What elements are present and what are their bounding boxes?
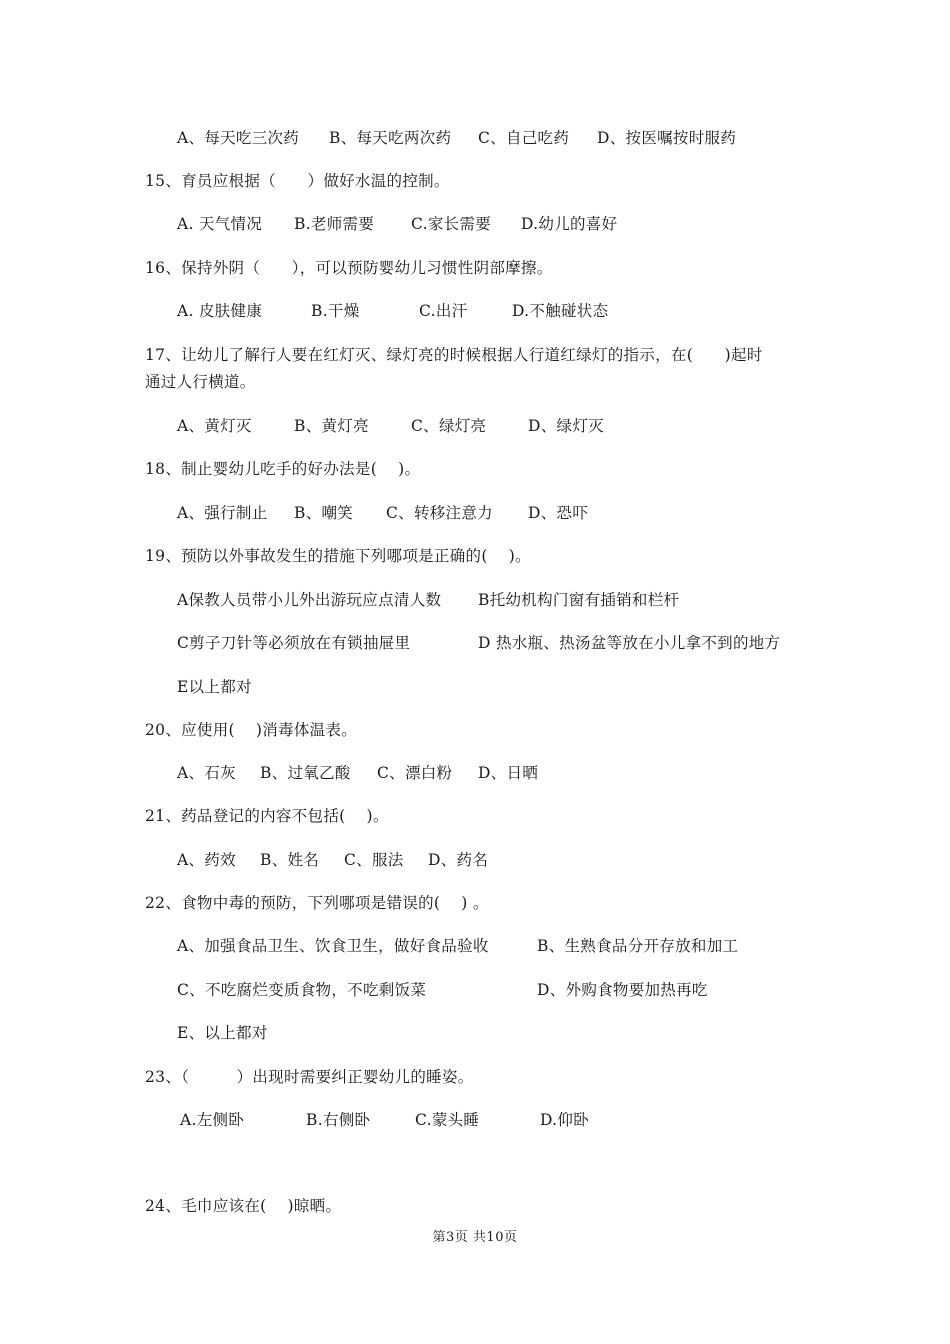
question-text: 15、育员应根据（ ）做好水温的控制。 <box>145 172 450 190</box>
question-text: 21、药品登记的内容不包括( )。 <box>145 807 389 825</box>
answer-option: D、恐吓 <box>528 504 589 522</box>
answer-option: D、药名 <box>428 851 489 869</box>
answer-option: C、自己吃药 <box>478 129 570 147</box>
answer-option: D.不触碰状态 <box>512 302 609 320</box>
question-text: 23、（ ）出现时需要纠正婴幼儿的睡姿。 <box>145 1068 474 1086</box>
answer-option: D.幼儿的喜好 <box>521 215 618 233</box>
answer-option: C.出汗 <box>419 302 468 320</box>
answer-option: A. 皮肤健康 <box>177 302 263 320</box>
answer-option: B、黄灯亮 <box>294 417 369 435</box>
answer-option: B、嘲笑 <box>294 504 354 522</box>
answer-option: A. 天气情况 <box>177 215 263 233</box>
answer-option: B、姓名 <box>260 851 320 869</box>
answer-option: B.老师需要 <box>294 215 375 233</box>
answer-option: B.右侧卧 <box>306 1111 371 1129</box>
answer-option: C、不吃腐烂变质食物，不吃剩饭菜 <box>177 981 427 999</box>
answer-option: B、每天吃两次药 <box>329 129 452 147</box>
answer-option: C、绿灯亮 <box>411 417 487 435</box>
answer-option: A、加强食品卫生、饮食卫生，做好食品验收 <box>177 937 489 955</box>
answer-option: A、石灰 <box>177 764 236 782</box>
question-text: 20、应使用( )消毒体温表。 <box>145 721 358 739</box>
answer-option: C、漂白粉 <box>377 764 453 782</box>
answer-option: D.仰卧 <box>540 1111 590 1129</box>
answer-option: B、过氧乙酸 <box>260 764 351 782</box>
answer-option: E以上都对 <box>177 678 252 696</box>
question-text: 24、毛巾应该在( )晾晒。 <box>145 1197 342 1215</box>
question-text: 16、保持外阴（ ），可以预防婴幼儿习惯性阴部摩擦。 <box>145 259 553 277</box>
answer-option: B、生熟食品分开存放和加工 <box>537 937 739 955</box>
answer-option: D、外购食物要加热再吃 <box>537 981 708 999</box>
answer-option: D、日晒 <box>478 764 539 782</box>
question-text: 通过人行横道。 <box>145 373 256 391</box>
question-text: 19、预防以外事故发生的措施下列哪项是正确的( )。 <box>145 547 531 565</box>
answer-option: D、绿灯灭 <box>528 417 604 435</box>
answer-option: A.左侧卧 <box>180 1111 245 1129</box>
answer-option: A、强行制止 <box>177 504 268 522</box>
answer-option: C.蒙头睡 <box>415 1111 480 1129</box>
answer-option: D、按医嘱按时服药 <box>597 129 737 147</box>
question-text: 18、制止婴幼儿吃手的好办法是( )。 <box>145 460 421 478</box>
answer-option: C剪子刀针等必须放在有锁抽屉里 <box>177 634 411 652</box>
answer-option: E、以上都对 <box>177 1024 268 1042</box>
question-text: 17、让幼儿了解行人要在红灯灭、绿灯亮的时候根据人行道红绿灯的指示，在( )起时 <box>145 346 763 364</box>
answer-option: C、转移注意力 <box>386 504 493 522</box>
page-footer: 第3页 共10页 <box>432 1230 518 1245</box>
answer-option: A保教人员带小儿外出游玩应点清人数 <box>177 591 442 609</box>
answer-option: C.家长需要 <box>411 215 492 233</box>
answer-option: D 热水瓶、热汤盆等放在小儿拿不到的地方 <box>478 634 781 652</box>
question-text: 22、食物中毒的预防，下列哪项是错误的( ) 。 <box>145 894 489 912</box>
answer-option: A、黄灯灭 <box>177 417 252 435</box>
answer-option: C、服法 <box>344 851 404 869</box>
answer-option: A、每天吃三次药 <box>177 129 300 147</box>
answer-option: B.干燥 <box>311 302 360 320</box>
answer-option: B托幼机构门窗有插销和栏杆 <box>478 591 680 609</box>
answer-option: A、药效 <box>177 851 236 869</box>
